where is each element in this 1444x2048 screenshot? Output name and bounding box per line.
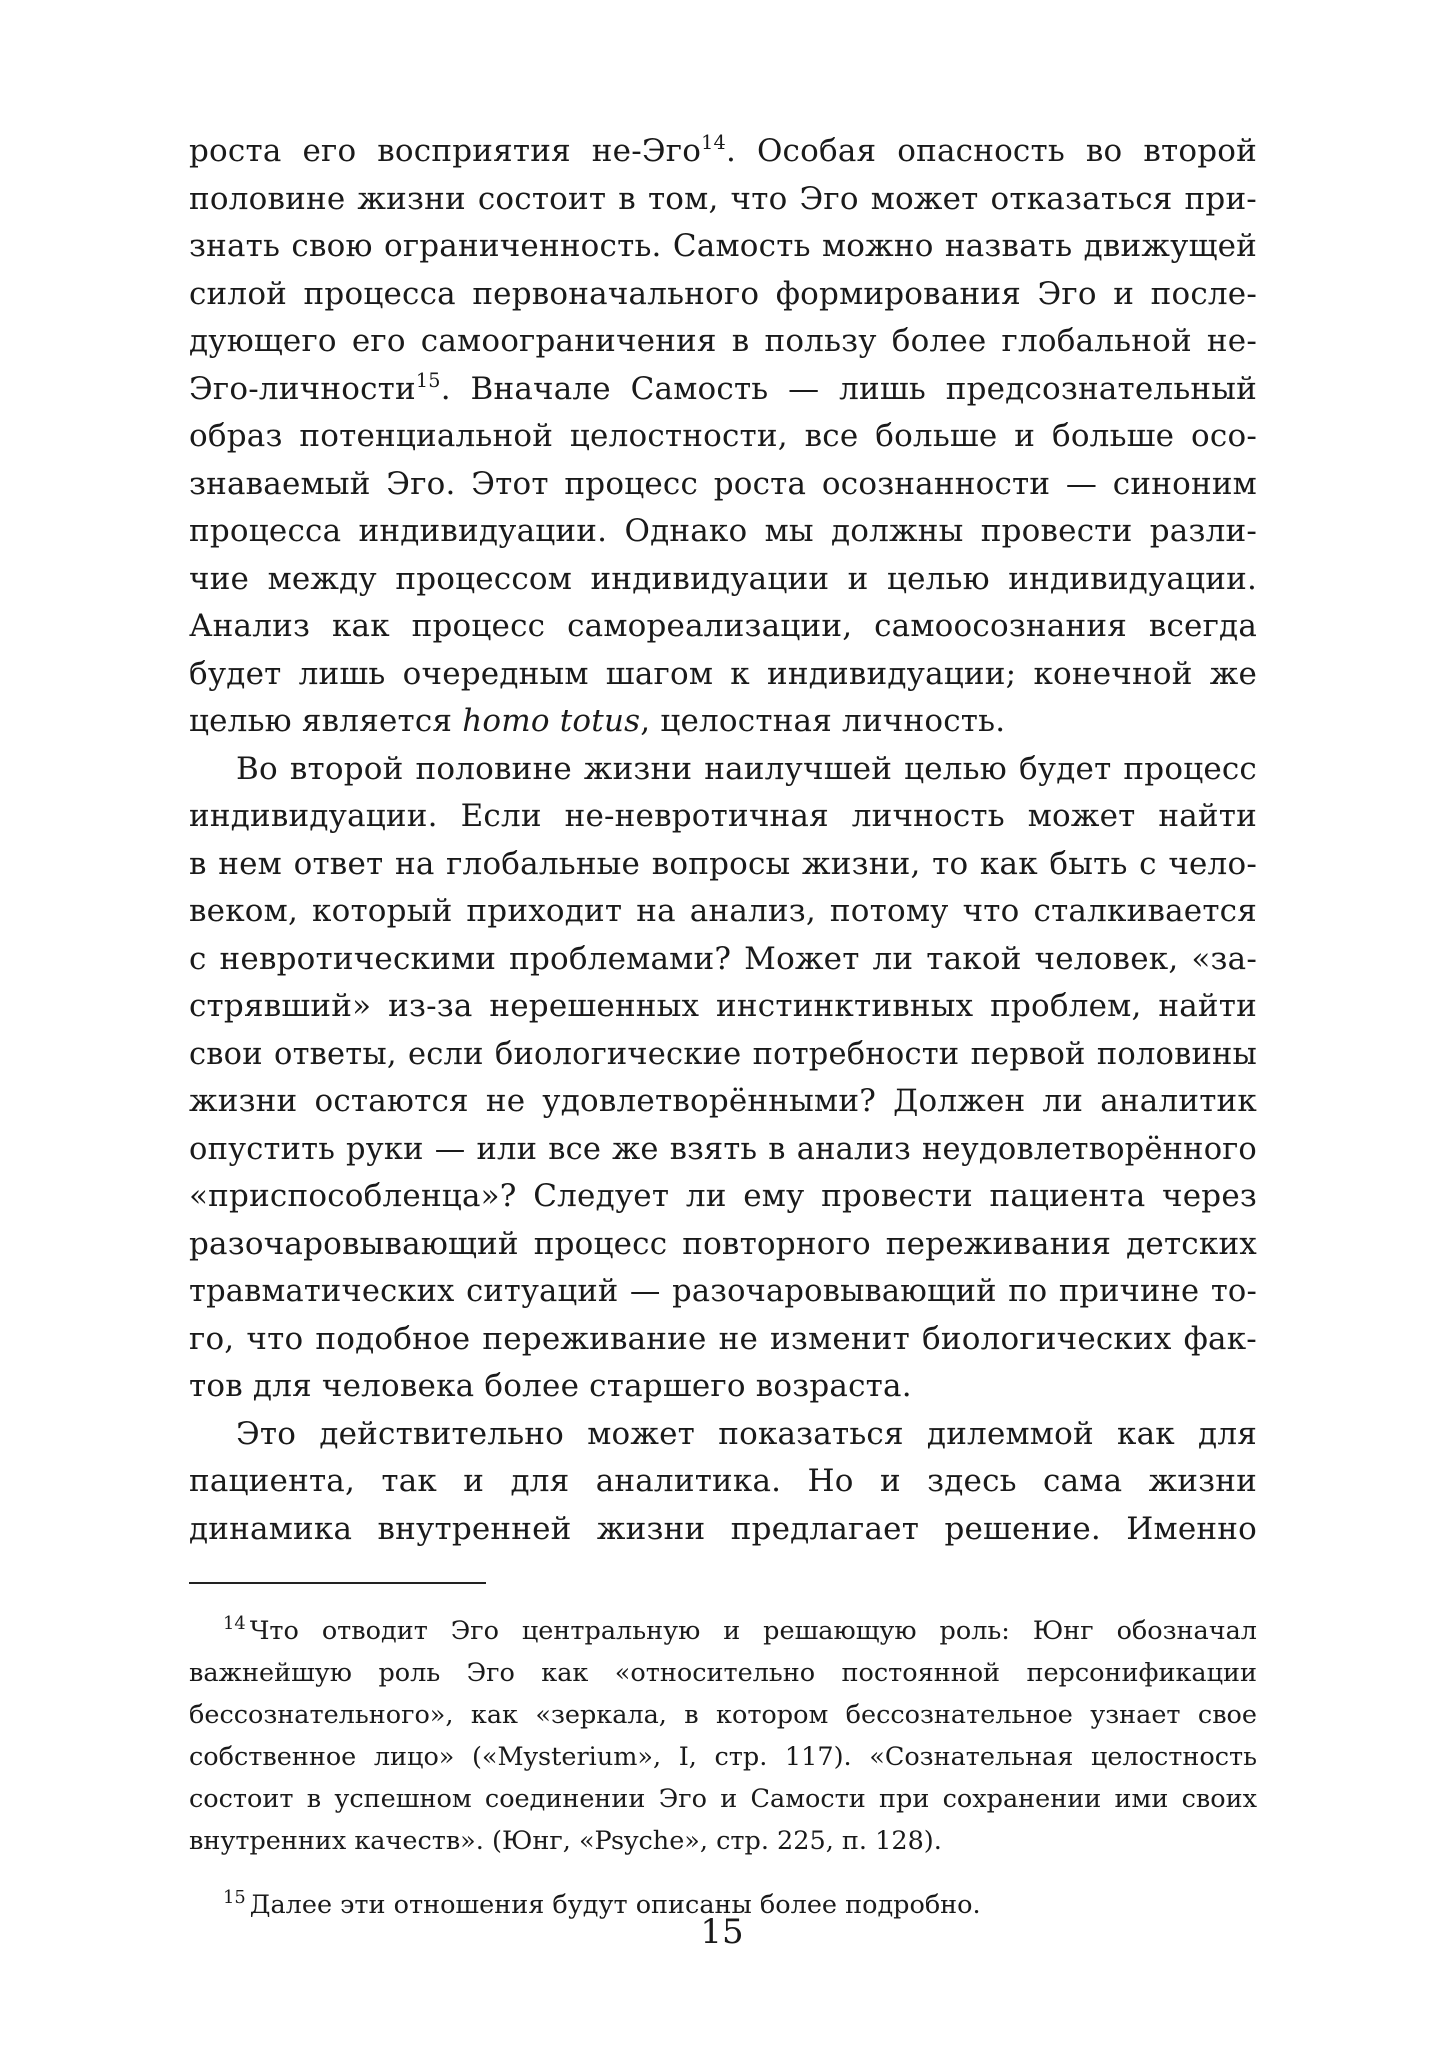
text-segment: . Вначале Самость — лишь предсознательный: [440, 370, 1257, 407]
text-line: [189, 318, 1257, 366]
text-line: [189, 983, 1257, 1031]
footnote-line: [189, 1652, 1257, 1694]
footnote-number: 15: [223, 1887, 246, 1909]
text-line: [189, 746, 1257, 794]
text-segment: знать свою ограниченность. Самость можно назвать движущей: [189, 228, 1257, 264]
footnote-reference: 14: [701, 131, 726, 155]
text-segment: разочаровывающий процесс повторного переживания детских: [189, 1225, 1257, 1262]
text-line: [189, 1316, 1257, 1364]
text-line: [189, 1458, 1257, 1506]
text-line: [189, 1126, 1257, 1174]
text-line: [189, 1411, 1257, 1459]
footnote-14: [189, 1610, 1257, 1862]
text-line: [189, 176, 1257, 224]
text-line: [189, 271, 1257, 319]
text-line: [189, 1173, 1257, 1221]
text-segment: динамика внутренней жизни предлагает решение. Именно: [189, 1510, 1257, 1547]
text-segment: травматических ситуаций — разочаровывающий по причине то-: [189, 1274, 1257, 1309]
footnote-text: Далее эти отношения будут описаны более подробно.: [249, 1890, 981, 1920]
footnote-separator: [189, 1582, 486, 1584]
text-segment: силой процесса первоначального формирования Эго и после-: [189, 275, 1257, 312]
footnote-line: [189, 1820, 1257, 1862]
footnote-line: [189, 1610, 1257, 1652]
footnote-text: бессознательного», как «зеркала, в котором бессознательное узнает свое: [189, 1700, 1257, 1730]
page-number: 15: [700, 1912, 744, 1952]
footnote-text: состоит в успешном соединении Эго и Самости при сохранении ими своих: [189, 1784, 1257, 1814]
italic-term: homo totus: [462, 703, 641, 739]
text-segment: дующего его самоограничения в пользу более глобальной не-: [189, 323, 1257, 359]
text-segment: Во второй половине жизни наилучшей целью будет процесс: [236, 750, 1257, 787]
text-line: [189, 651, 1257, 699]
text-line: [189, 556, 1257, 604]
text-line: [189, 841, 1257, 889]
text-segment: пациента, так и для аналитика. Но и здесь сама жизни: [189, 1463, 1257, 1499]
text-segment: чие между процессом индивидуации и целью индивидуации.: [189, 560, 1257, 597]
text-segment: в нем ответ на глобальные вопросы жизни, то как быть с чело-: [189, 845, 1257, 882]
text-line: [189, 1506, 1257, 1554]
text-segment: Это действительно может показаться дилеммой как для: [236, 1415, 1257, 1452]
text-segment: роста его восприятия не-Эго: [189, 133, 702, 169]
text-segment: «приспособленца»? Следует ли ему провести пациента через: [189, 1178, 1257, 1214]
text-segment: тов для человека более старшего возраста.: [189, 1368, 912, 1404]
text-line: [189, 508, 1257, 556]
text-segment: будет лишь очередным шагом к индивидуации; конечной же: [189, 655, 1257, 692]
text-segment: образ потенциальной целостности, все больше и больше осо-: [189, 418, 1257, 454]
text-segment: веком, который приходит на анализ, потому что сталкивается: [189, 893, 1257, 929]
text-line: [189, 366, 1257, 414]
text-segment: с невротическими проблемами? Может ли такой человек, «за-: [189, 940, 1257, 977]
footnotes: [189, 1610, 1257, 1926]
footnote-text: важнейшую роль Эго как «относительно постоянной персонификации: [189, 1658, 1257, 1688]
footnote-line: [189, 1694, 1257, 1736]
text-segment: свои ответы, если биологические потребности первой половины: [189, 1036, 1257, 1072]
text-segment: процесса индивидуации. Однако мы должны провести разли-: [189, 513, 1257, 549]
text-line: [189, 888, 1257, 936]
text-segment: Анализ как процесс самореализации, самоосознания всегда: [189, 608, 1257, 644]
text-line: [189, 223, 1257, 271]
text-line: [189, 793, 1257, 841]
text-segment: половине жизни состоит в том, что Эго может отказаться при-: [189, 180, 1257, 217]
text-segment: индивидуации. Если не-невротичная личность может найти: [189, 798, 1257, 834]
text-line: [189, 1363, 1257, 1411]
text-line: [189, 413, 1257, 461]
text-segment: опустить руки — или все же взять в анализ неудовлетворённого: [189, 1131, 1257, 1167]
text-line: [189, 128, 1257, 176]
footnote-reference: 15: [415, 368, 441, 392]
text-line: [189, 936, 1257, 984]
text-line: [189, 1221, 1257, 1269]
text-segment: целью является: [189, 703, 463, 739]
text-segment: жизни остаются не удовлетворёнными? Должен ли аналитик: [189, 1083, 1257, 1119]
footnote-text: собственное лицо» («Mysterium», I, стр. 117). «Сознательная целостность: [189, 1742, 1257, 1772]
body-text: [189, 128, 1257, 1553]
text-line: [189, 461, 1257, 509]
footnote-line: [189, 1778, 1257, 1820]
text-segment: знаваемый Эго. Этот процесс роста осознанности — синоним: [189, 465, 1257, 502]
footnote-gap: [189, 1862, 1257, 1884]
text-segment: . Особая опасность во второй: [725, 133, 1257, 169]
footnote-text: внутренних качеств». (Юнг, «Psyche», стр. 225, п. 128).: [189, 1826, 942, 1856]
text-segment: стрявший» из-за нерешенных инстинктивных проблем, найти: [189, 988, 1257, 1024]
text-segment: , целостная личность.: [640, 703, 1006, 739]
footnote-line: [189, 1736, 1257, 1778]
text-segment: Эго-личности: [189, 370, 416, 407]
text-line: [189, 1078, 1257, 1126]
footnote-text: Что отводит Эго центральную и решающую роль: Юнг обозначал: [249, 1616, 1257, 1646]
text-line: [189, 603, 1257, 651]
text-line: [189, 1031, 1257, 1079]
text-segment: го, что подобное переживание не изменит биологических фак-: [189, 1320, 1257, 1357]
text-line: [189, 698, 1257, 746]
text-line: [189, 1268, 1257, 1316]
footnote-number: 14: [223, 1613, 246, 1635]
